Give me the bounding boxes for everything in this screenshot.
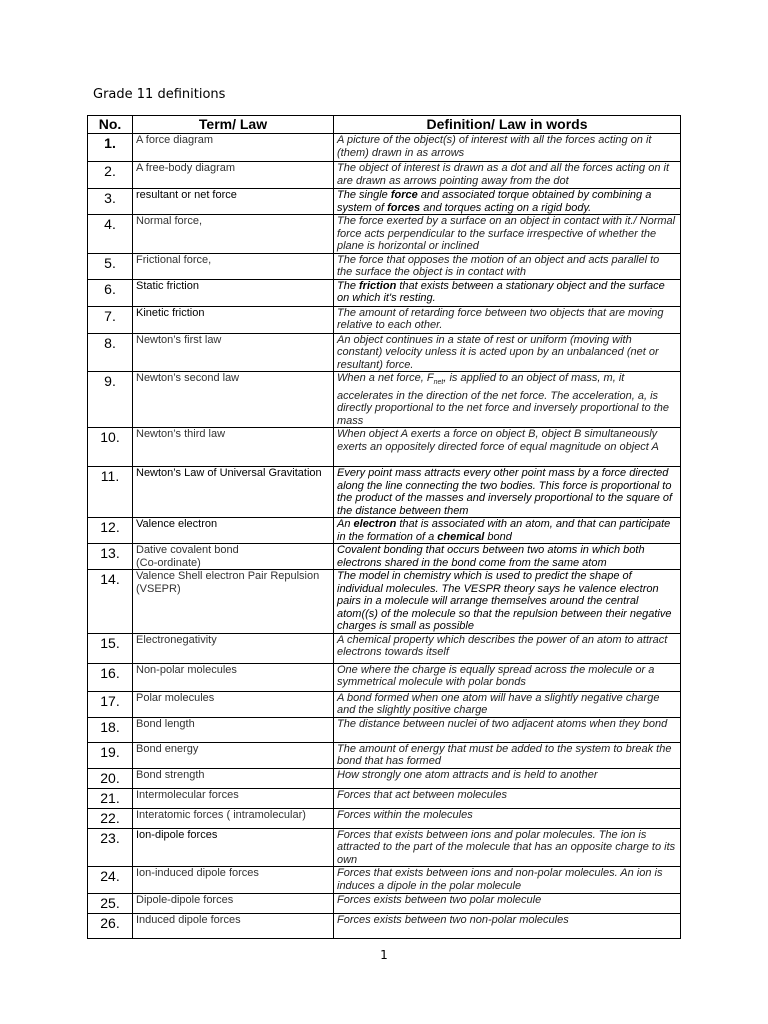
row-term: Ion-induced dipole forces: [133, 867, 334, 894]
table-row: [88, 828, 681, 867]
table-row: [88, 162, 681, 189]
table-row: [88, 428, 681, 467]
row-term: Induced dipole forces: [133, 914, 334, 939]
row-definition: How strongly one atom attracts and is held to another: [334, 768, 681, 788]
table-row: [88, 253, 681, 279]
table-row: [88, 518, 681, 544]
definition-text-part: bond: [484, 530, 512, 543]
row-term: A free-body diagram: [133, 162, 334, 189]
row-definition: Forces that exists between ions and non-polar molecules. An ion is induces a dipole in the polar molecule: [334, 867, 681, 894]
header-no: No.: [88, 116, 133, 134]
row-number: 5.: [88, 253, 133, 279]
table-row: [88, 372, 681, 428]
row-term: Valence electron: [133, 518, 334, 544]
row-definition: A chemical property which describes the power of an atom to attract electrons towards itself: [334, 633, 681, 663]
row-number: 24.: [88, 867, 133, 894]
row-term: Normal force,: [133, 215, 334, 254]
row-number: 2.: [88, 162, 133, 189]
definition-text-part: forces: [387, 201, 421, 214]
row-number: 26.: [88, 914, 133, 939]
row-number: 17.: [88, 691, 133, 717]
row-definition: Forces exists between two non-polar molecules: [334, 914, 681, 939]
table-row: [88, 333, 681, 372]
row-number: 9.: [88, 372, 133, 428]
table-body: [88, 134, 681, 939]
definition-text-part: that exists between a stationary object and the surface on which it's resting.: [337, 279, 665, 304]
row-term: Interatomic forces ( intramolecular): [133, 808, 334, 828]
row-definition: [334, 372, 681, 428]
row-number: 12.: [88, 518, 133, 544]
row-number: 20.: [88, 768, 133, 788]
definition-text-part: force: [390, 189, 418, 201]
row-number: 19.: [88, 742, 133, 768]
row-term: Dative covalent bond (Co-ordinate): [133, 544, 334, 570]
header-term: Term/ Law: [133, 116, 334, 134]
row-number: 21.: [88, 788, 133, 808]
row-number: 25.: [88, 894, 133, 914]
row-definition: The force exerted by a surface on an object in contact with it./ Normal force acts perpendicular to the surface irrespective of whether the plane is horizontal or inclined: [334, 215, 681, 254]
row-number: 23.: [88, 828, 133, 867]
row-term: Ion-dipole forces: [133, 828, 334, 867]
row-number: 16.: [88, 663, 133, 691]
row-definition: [334, 518, 681, 544]
row-number: 18.: [88, 717, 133, 742]
table-row: [88, 633, 681, 663]
row-term: A force diagram: [133, 134, 334, 162]
table-row: [88, 663, 681, 691]
header-definition: Definition/ Law in words: [334, 116, 681, 134]
row-definition: The amount of energy that must be added to the system to break the bond that has formed: [334, 742, 681, 768]
row-definition: A picture of the object(s) of interest with all the forces acting on it (them) drawn in as arrows: [334, 134, 681, 162]
table-row: [88, 691, 681, 717]
definition-text-part: electron: [353, 518, 397, 531]
definition-text-part: that is associated with an atom, and that can participate in the formation of a: [337, 518, 671, 543]
row-definition: When object A exerts a force on object B, object B simultaneously exerts an oppositely directed force of equal magnitude on object A: [334, 428, 681, 467]
definition-text-part: When a net force, F: [337, 372, 434, 384]
row-term: Valence Shell electron Pair Repulsion (VSEPR): [133, 570, 334, 634]
definition-text-part: , is applied to an object of mass, m, it accelerates in the direction of the net force. The acceleration, a, is directly proportional to the net force and inversely proportional to the mass: [337, 372, 670, 427]
row-definition: The force that opposes the motion of an object and acts parallel to the surface the object is in contact with: [334, 253, 681, 279]
row-definition: The object of interest is drawn as a dot and all the forces acting on it are drawn as arrows pointing away from the dot: [334, 162, 681, 189]
row-term: Dipole-dipole forces: [133, 894, 334, 914]
definition-text-part: and associated torque obtained by combining a system of: [337, 189, 652, 214]
row-definition: The distance between nuclei of two adjacent atoms when they bond: [334, 717, 681, 742]
row-number: 22.: [88, 808, 133, 828]
row-number: 7.: [88, 306, 133, 333]
definitions-table: [87, 115, 681, 939]
row-number: 3.: [88, 189, 133, 215]
row-definition: The amount of retarding force between two objects that are moving relative to each other.: [334, 306, 681, 333]
row-definition: [334, 279, 681, 306]
definition-text-part: The single: [337, 189, 391, 201]
table-header-row: [88, 116, 681, 134]
row-number: 1.: [88, 134, 133, 162]
row-definition: Forces exists between two polar molecule: [334, 894, 681, 914]
row-term: Kinetic friction: [133, 306, 334, 333]
row-definition: Every point mass attracts every other point mass by a force directed along the line connecting the two bodies. This force is proportional to the product of the masses and inversely proportional to the square of the distance between them: [334, 467, 681, 518]
table-row: [88, 279, 681, 306]
row-term: Newton’s Law of Universal Gravitation: [133, 467, 334, 518]
definition-text-part: and torques acting on a rigid body.: [420, 201, 592, 214]
row-definition: A bond formed when one atom will have a slightly negative charge and the slightly positive charge: [334, 691, 681, 717]
row-term: Non-polar molecules: [133, 663, 334, 691]
row-definition: Covalent bonding that occurs between two atoms in which both electrons shared in the bond come from the same atom: [334, 544, 681, 570]
row-definition: Forces that act between molecules: [334, 788, 681, 808]
row-term: Bond energy: [133, 742, 334, 768]
page-number: 1: [380, 948, 388, 962]
table-row: [88, 808, 681, 828]
table-row: [88, 189, 681, 215]
table-row: [88, 215, 681, 254]
table-row: [88, 742, 681, 768]
table-row: [88, 467, 681, 518]
row-term: Newton’s first law: [133, 333, 334, 372]
table-row: [88, 570, 681, 634]
definition-text-part: The: [337, 279, 360, 292]
row-term: Electronegativity: [133, 633, 334, 663]
table-row: [88, 768, 681, 788]
table-row: [88, 544, 681, 570]
row-number: 11.: [88, 467, 133, 518]
definition-text-part: friction: [359, 279, 397, 292]
row-term: Newton’s third law: [133, 428, 334, 467]
row-number: 14.: [88, 570, 133, 634]
table-row: [88, 717, 681, 742]
row-number: 6.: [88, 279, 133, 306]
row-number: 10.: [88, 428, 133, 467]
table-row: [88, 788, 681, 808]
definition-text-part: An: [337, 518, 354, 531]
row-number: 8.: [88, 333, 133, 372]
table-row: [88, 894, 681, 914]
table-row: [88, 306, 681, 333]
row-number: 4.: [88, 215, 133, 254]
row-term: Intermolecular forces: [133, 788, 334, 808]
table-row: [88, 867, 681, 894]
row-definition: An object continues in a state of rest or uniform (moving with constant) velocity unless it is acted upon by an unbalanced (net or resultant) force.: [334, 333, 681, 372]
row-definition: The model in chemistry which is used to predict the shape of individual molecules. The VESPR theory says he valence electron pairs in a molecule will arrange themselves around the central atom((s) of the molecule so that the repulsion between their negative charges is small as possible: [334, 570, 681, 634]
definition-text-part: net: [433, 379, 444, 387]
row-term: resultant or net force: [133, 189, 334, 215]
row-term: Polar molecules: [133, 691, 334, 717]
row-term: Newton’s second law: [133, 372, 334, 428]
row-term: Bond strength: [133, 768, 334, 788]
row-term: Static friction: [133, 279, 334, 306]
table-row: [88, 134, 681, 162]
row-definition: Forces that exists between ions and polar molecules. The ion is attracted to the part of the molecule that has an opposite charge to its own: [334, 828, 681, 867]
row-term: Bond length: [133, 717, 334, 742]
row-number: 13.: [88, 544, 133, 570]
definition-text-part: chemical: [437, 530, 485, 543]
row-number: 15.: [88, 633, 133, 663]
page-heading: Grade 11 definitions: [93, 87, 226, 102]
row-definition: Forces within the molecules: [334, 808, 681, 828]
table-row: [88, 914, 681, 939]
row-definition: One where the charge is equally spread across the molecule or a symmetrical molecule with polar bonds: [334, 663, 681, 691]
row-definition: [334, 189, 681, 215]
row-term: Frictional force,: [133, 253, 334, 279]
